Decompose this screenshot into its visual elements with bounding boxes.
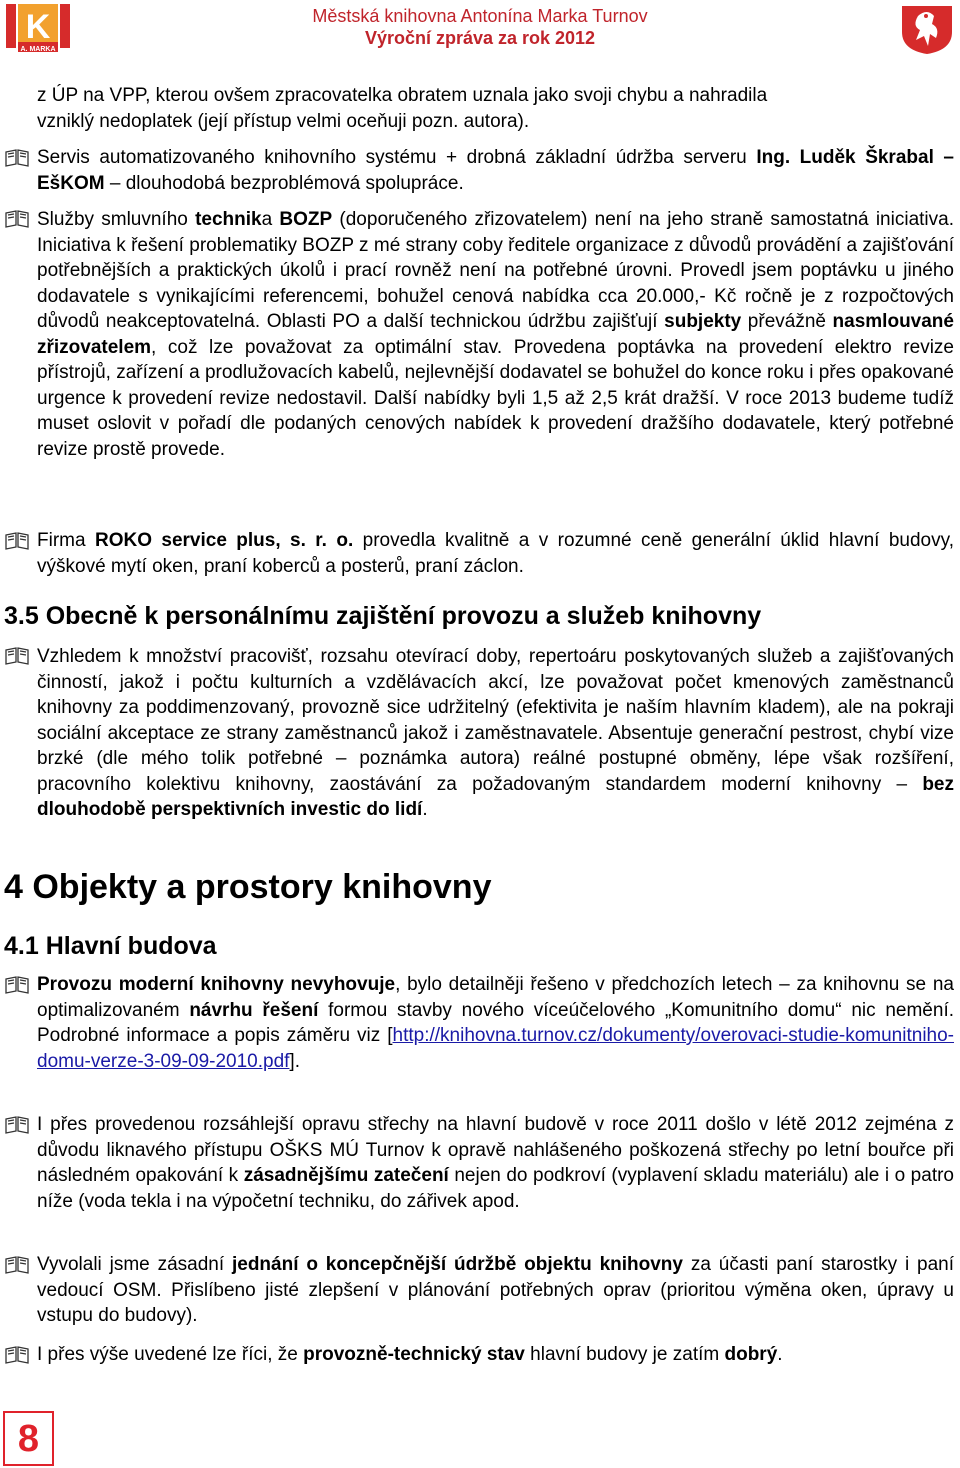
header-subtitle: Výroční zpráva za rok 2012: [364, 28, 596, 48]
coat-of-arms-icon: [898, 2, 956, 56]
text-run: Vzhledem k množství pracovišť, rozsahu otevírací doby, repertoáru poskytovaných služeb a zajišťovaných činností, jakož i počtu kulturních a vzdělávacích akcí, lze považovat počet kmenových zaměstnanců knihovny za poddimenzovaný, provozně sice udržitelný (efektivita je naším hlavním kladem), ale na pokraji sociální akceptace ze strany zaměstnanců jakož i zaměstnavatele. Absentuje generační pestrost, chybí vize brzké (dle mého tolik potřebné – poznámka autora) reálné postupné obměny, lépe však rozšíření, pracovního kolektivu knihovny, zaostávání za požadovaným standardem moderní knihovny –: [37, 646, 954, 795]
text-run: Servis automatizovaného knihovního systému + drobná základní údržba serveru: [37, 147, 757, 168]
section-heading-4-1: 4.1 Hlavní budova: [4, 932, 217, 960]
section-heading-3-5: 3.5 Obecně k personálnímu zajištění provozu a služeb knihovny: [4, 602, 762, 630]
header-title: Městská knihovna Antonína Marka Turnov: [312, 6, 648, 26]
text-run: I přes výše uvedené lze říci, že: [37, 1344, 304, 1365]
bold-text: návrhu řešení: [189, 999, 319, 1021]
text-run: a: [261, 209, 280, 230]
text-run: ].: [289, 1050, 300, 1072]
book-bullet-icon: [4, 1345, 30, 1365]
library-logo-icon: [4, 2, 84, 54]
bold-text: nasmlouvané zřizovatelem: [37, 311, 954, 358]
text-run: Firma: [37, 530, 95, 551]
bold-text: zatečení: [373, 1165, 449, 1186]
book-bullet-icon: [4, 1255, 30, 1275]
paragraph-state: [37, 1342, 954, 1368]
paragraph-personal: [37, 644, 954, 823]
paragraph-servis: [37, 145, 954, 196]
text-run: za účasti paní starostky i paní vedoucí OSM. Přislíbeno jisté zlepšení v plánování potřebných oprav (prioritou výměna oken, úpravy u vstupu do budovy).: [37, 1254, 954, 1326]
paragraph-roko: [37, 528, 954, 579]
book-bullet-icon: [4, 1115, 30, 1135]
paragraph-bozp: [37, 207, 954, 462]
text-run: Služby smluvního: [37, 209, 196, 230]
book-bullet-icon: [4, 975, 30, 995]
bold-text: Provozu moderní knihovny nevyhovuje: [37, 974, 396, 995]
book-bullet-icon: [4, 646, 30, 666]
bold-text: Ing. Luděk Škrabal – EšKOM: [37, 147, 954, 194]
text-run: .: [777, 1344, 783, 1365]
text-run: I přes provedenou rozsáhlejší opravu střechy na hlavní budově v roce 2011 došlo v létě 2012 zejména z důvodu liknavého přístupu OŠKS MÚ Turnov k opravě nahlášeného poškozená střechy po letní bouřce při následném opakování k: [37, 1114, 954, 1186]
text-run: převážně: [741, 311, 833, 332]
bold-text: ROKO service plus, s. r. o.: [94, 530, 354, 551]
bold-text: k: [251, 209, 262, 230]
text-run: formou stavby nového víceúčelového „Komunitního domu“ nic nemění. Podrobné informace a popis záměru viz [: [37, 999, 954, 1046]
paragraph-roof: [37, 1112, 954, 1214]
chapter-heading-4: 4 Objekty a prostory knihovny: [4, 868, 492, 906]
paragraph-continuation: [37, 83, 954, 134]
text-run: (doporučeného zřizovatelem) není na jeho straně samostatná iniciativa. Iniciativa k řešení problematiky BOZP z mé strany coby ředitele organizace z důvodů provádění a zajišťování potřebnějších a praktických úkolů i prací rovněž není na potřebné úrovni. Provedl jsem poptávku u jiného dodavatele s vynikajícími referencemi, bohužel cenová nabídka cca 20.000,- Kč ročně je z rozpočtových důvodů neakceptovatelná. Oblasti PO a další technickou údržbu zajišťují: [37, 209, 954, 332]
text-run: – dlouhodobá bezproblémová spolupráce.: [104, 172, 464, 194]
book-bullet-icon: [4, 531, 30, 551]
svg-text:A. MARKA: A. MARKA: [20, 46, 56, 53]
text-run: , což lze považovat za optimální stav. Provedena poptávka na provedení elektro revize přístrojů, zařízení a prodlužovacích kabelů, nejlevnější dodavatel se bohužel do konce roku i přes opakované urgence k provedení revize nedostavil. Další nabídky byli 1,5 až 2,5 krát dražší. V roce 2013 budeme tudíž muset oslovit v pořadí dle podaných cenových nabídek k provedení dražšího dodavatele, který potřebné revize prostě provede.: [37, 336, 954, 460]
bold-text: techni: [195, 209, 252, 230]
text-run: provedla kvalitně a v rozumné ceně generální úklid hlavní budovy, výškové mytí oken, praní koberců a posterů, praní záclon.: [37, 530, 954, 577]
bold-text: BOZP: [279, 209, 333, 230]
page-header: [0, 0, 960, 72]
bold-text: jednání o koncepčnější údržbě objektu knihovny: [231, 1254, 683, 1275]
bold-text: dobrý: [724, 1344, 778, 1365]
bold-text: provozně-technický stav: [303, 1344, 525, 1365]
bold-text: subjekty: [664, 311, 742, 332]
book-bullet-icon: [4, 148, 30, 168]
text-run: .: [422, 799, 428, 820]
text-run: hlavní budovy je zatím: [524, 1344, 725, 1365]
svg-text:K: K: [25, 8, 51, 46]
text-line: z ÚP na VPP, kterou ovšem zpracovatelka obratem uznala jako svoji chybu a nahradila: [37, 85, 768, 106]
bold-text: zásadnějšímu: [243, 1165, 369, 1186]
page-number: 8: [3, 1411, 54, 1466]
paragraph-maintenance: [37, 1252, 954, 1329]
bold-text: bez dlouhodobě perspektivních investic do lidí: [37, 773, 954, 820]
text-line: vzniklý nedoplatek (její přístup velmi oceňuji pozn. autora).: [37, 110, 530, 132]
book-bullet-icon: [4, 209, 30, 229]
study-link[interactable]: http://knihovna.turnov.cz/dokumenty/overovaci-studie-komunitniho-domu-verze-3-09-09-2010.pdf: [37, 1025, 954, 1072]
paragraph-main-building: [37, 972, 954, 1074]
text-run: Vyvolali jsme zásadní: [37, 1254, 232, 1275]
text-run: , bylo detailněji řešeno v předchozích letech – za knihovnu se na optimalizovaném: [37, 974, 954, 1021]
text-run: nejen do podkroví (vyplavení skladu materiálu) ale i o patro níže (voda tekla i na výpočetní techniku, do zářivek apod.: [37, 1165, 954, 1212]
